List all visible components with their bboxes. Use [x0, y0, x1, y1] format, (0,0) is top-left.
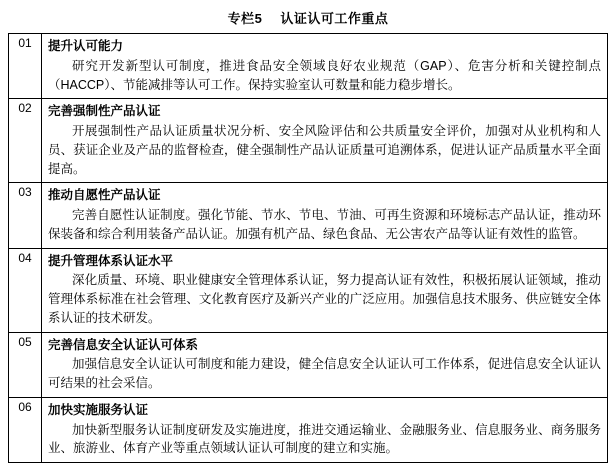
- row-content: [42, 248, 608, 332]
- item-heading: 完善信息安全认证认可体系: [48, 337, 199, 352]
- table-row: [9, 248, 608, 332]
- item-heading: 推动自愿性产品认证: [48, 188, 161, 203]
- row-number: 03: [9, 183, 42, 248]
- item-heading: 加快实施服务认证: [48, 402, 149, 417]
- row-content: [42, 397, 608, 462]
- table-row: [9, 183, 608, 248]
- work-priorities-table: [8, 33, 608, 463]
- row-content: [42, 183, 608, 248]
- item-body: 完善自愿性认证制度。强化节能、节水、节电、节油、可再生资源和环境标志产品认证，推动环保装备和综合利用装备产品认证。加强有机产品、绿色食品、无公害农产品等认证有效性的监管。: [48, 208, 601, 241]
- row-number: 01: [9, 34, 42, 99]
- table-row: [9, 99, 608, 183]
- item-body: 研究开发新型认可制度，推进食品安全领域良好农业规范（GAP）、危害分析和关键控制点（HACCP）、节能减排等认可工作。保持实验室认可数量和能力稳步增长。: [48, 58, 601, 92]
- table-row: [9, 397, 608, 462]
- row-content: [42, 332, 608, 397]
- item-body: 加强信息安全认证认可制度和能力建设，健全信息安全认证认可工作体系，促进信息安全认证认可结果的社会采信。: [48, 357, 601, 390]
- page-title: [8, 6, 608, 33]
- item-heading: 提升认可能力: [48, 39, 124, 53]
- table-row: [9, 332, 608, 397]
- table-row: [9, 34, 608, 99]
- row-number: 06: [9, 397, 42, 462]
- row-content: [42, 34, 608, 99]
- row-number: 05: [9, 332, 42, 397]
- row-content: [42, 99, 608, 183]
- item-heading: 完善强制性产品认证: [48, 104, 161, 119]
- item-body: 开展强制性产品认证质量状况分析、安全风险评估和公共质量安全评价，加强对从业机构和人员、获证企业及产品的监督检查，健全强制性产品认证质量可追溯体系，促进认证产品质量水平全面提高。: [48, 124, 601, 176]
- item-body: 深化质量、环境、职业健康安全管理体系认证，努力提高认证有效性，积极拓展认证领域，推动管理体系标准在社会管理、文化教育医疗及新兴产业的广泛应用。加强信息技术服务、供应链安全体系认证的技术研发。: [48, 273, 601, 325]
- page-title-heading: 认证认可工作重点: [280, 11, 389, 26]
- row-number: 04: [9, 248, 42, 332]
- row-number: 02: [9, 99, 42, 183]
- item-body: 加快新型服务认证制度研发及实施进度，推进交通运输业、金融服务业、信息服务业、商务服务业、旅游业、体育产业等重点领域认证认可制度的建立和实施。: [48, 422, 601, 456]
- page-title-label: 专栏5: [227, 11, 263, 26]
- item-heading: 提升管理体系认证水平: [48, 253, 174, 268]
